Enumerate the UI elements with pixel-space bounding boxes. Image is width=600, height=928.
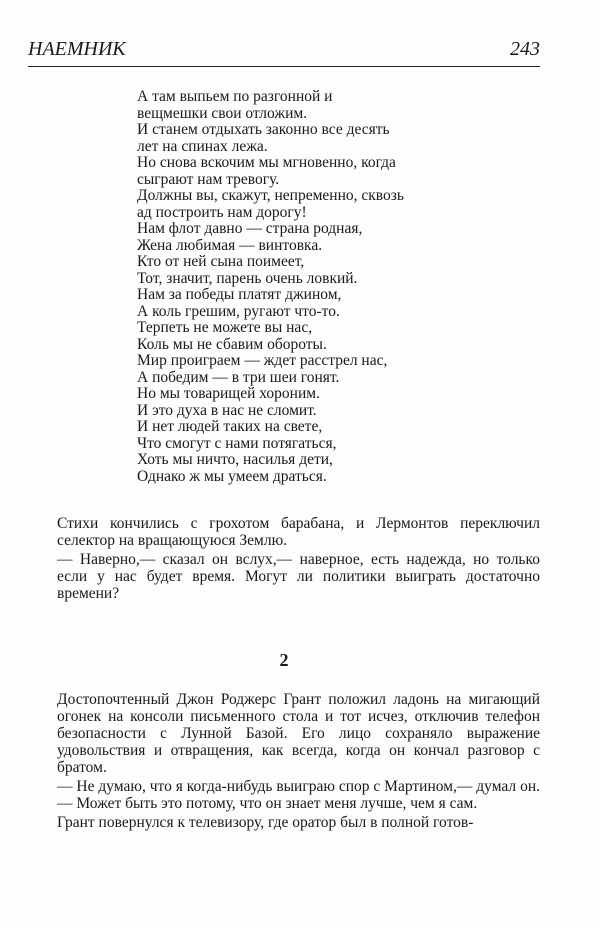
poem-line: Тот, значит, парень очень ловкий.: [137, 269, 358, 287]
poem-line: И станем отдыхать законно все десять: [137, 121, 390, 138]
paragraph: Стихи кончились с грохотом барабана, и Лермонтов переключил селектор на вращающуюся Землю.: [57, 515, 540, 549]
poem-line: Нам флот давно — страна родная,: [137, 220, 363, 237]
prose-block-2: [57, 691, 540, 833]
poem-line: Что смогут с нами потягаться,: [137, 434, 337, 452]
poem-line: Но снова вскочим мы мгновенно, когда: [137, 154, 396, 171]
poem-line: А победим — в три шеи гонят.: [137, 368, 340, 386]
poem-line: Мир проиграем — ждет расстрел нас,: [137, 352, 388, 369]
poem-line: И это духа в нас не сломит.: [137, 401, 317, 419]
paragraph: — Наверно,— сказал он вслух,— наверное, есть надежда, но только если у нас будет время. Могут ли политики выиграть достаточно времени?: [57, 551, 540, 602]
paragraph: Достопочтенный Джон Роджерс Грант положил ладонь на мигающий огонек на консоли письменного стола и тот исчез, отключив телефон безопасности с Лунной Базой. Его лицо сохраняло выражение удовольствия и отвращения, как всегда, когда он кончал разговор с братом.: [57, 691, 540, 776]
running-header: [28, 38, 540, 60]
paragraph: Грант повернулся к телевизору, где оратор был в полной готов-: [57, 814, 474, 831]
poem-line: И нет людей таких на свете,: [137, 418, 323, 435]
poem-line: Терпеть не можете вы нас,: [137, 319, 313, 336]
poem-line: Однако ж мы умеем драться.: [137, 467, 327, 485]
poem-line: лет на спинах лежа.: [137, 137, 268, 155]
header-rule: [28, 66, 540, 67]
poem-line: Жена любимая — винтовка.: [137, 236, 323, 254]
poem-line: Хоть мы ничто, насилья дети,: [137, 451, 333, 468]
poem-line: сыграют нам тревогу.: [137, 170, 280, 188]
paragraph: — Не думаю, что я когда-нибудь выиграю спор с Мартином,— думал он.— Может быть это потому, что он знает меня лучше, чем я сам.: [57, 778, 540, 812]
poem-line: Должны вы, скажут, непременно, сквозь: [137, 187, 404, 204]
page-number: 243: [510, 38, 540, 60]
poem-line: Кто от ней сына поимеет,: [137, 253, 305, 270]
poem: [137, 89, 404, 485]
poem-line: А коль грешим, ругают что-то.: [137, 302, 340, 320]
poem-line: ад построить нам дорогу!: [137, 203, 307, 221]
poem-line: Коль мы не сбавим обороты.: [137, 335, 327, 353]
poem-line: А там выпьем по разгонной и: [137, 88, 333, 105]
poem-line: вещмешки свои отложим.: [137, 104, 308, 122]
prose-block-1: [57, 515, 540, 604]
poem-line: Но мы товарищей хороним.: [137, 385, 320, 402]
running-title: НАЕМНИК: [28, 38, 126, 60]
section-number: 2: [279, 650, 289, 670]
poem-line: Нам за победы платят джином,: [137, 286, 342, 303]
